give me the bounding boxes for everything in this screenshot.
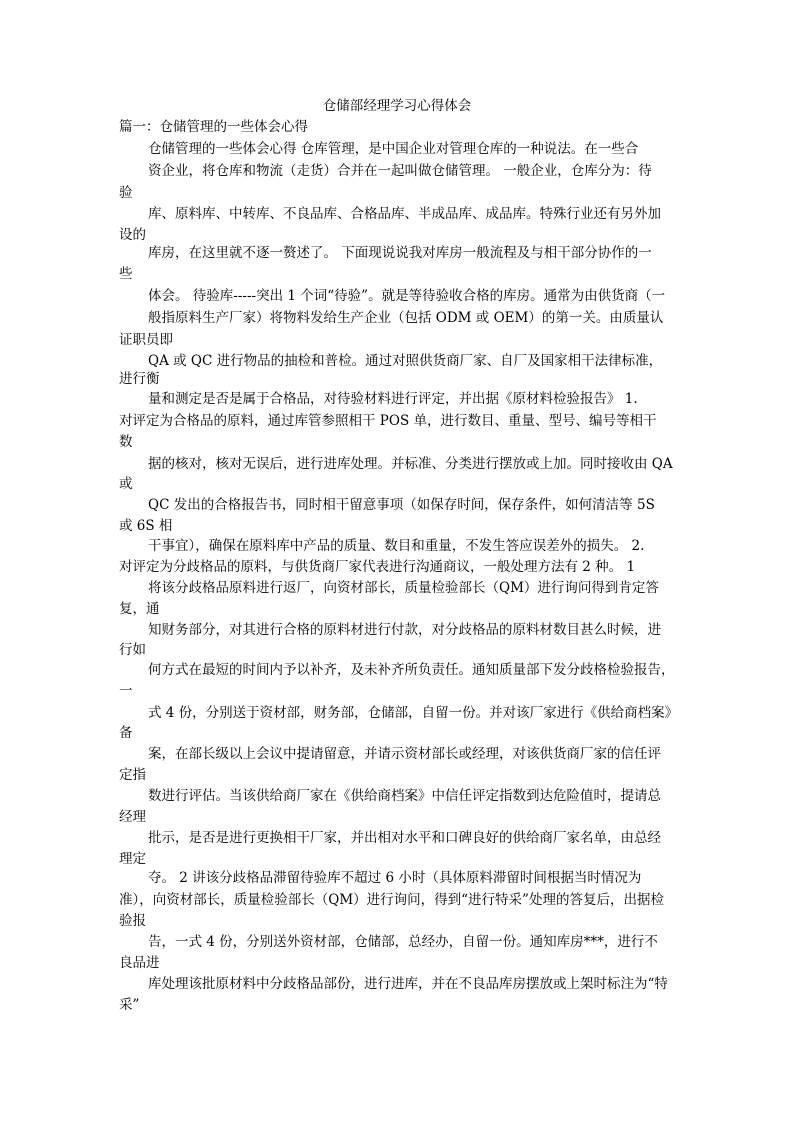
body-line: 一	[119, 683, 133, 699]
body-line: 量和测定是否是属于合格品，对待验材料进行评定，并出据《原材料检验报告》 1.	[148, 391, 638, 407]
body-line: 设的	[119, 227, 146, 243]
body-line: 批示，是否是进行更换相干厂家，并出相对水平和口碑良好的供给商厂家名单，由总经	[148, 830, 661, 846]
body-line: 库处理该批原材料中分歧格品部份，进行进库，并在不良品库房摆放或上架时标注为“特	[148, 976, 668, 992]
body-line: 将该分歧格品原料进行返厂，向资材部长，质量检验部长（QM）进行询问得到肯定答	[148, 580, 659, 596]
body-line: 仓储管理的一些体会心得 仓库管理，是中国企业对管理仓库的一种说法。在一些合	[148, 141, 639, 157]
body-line: 验报	[119, 913, 146, 929]
body-line: 或	[119, 476, 133, 492]
body-line: 进行衡	[119, 371, 160, 387]
body-line: 行如	[119, 642, 146, 658]
body-line: 证职员即	[119, 332, 173, 348]
body-line: 验	[119, 185, 133, 201]
body-line: 据的核对，核对无误后，进行进库处理。并标准、分类进行摆放或上加。同时接收由 QA	[148, 456, 673, 472]
body-line: 数进行评估。当该供给商厂家在《供给商档案》中信任评定指数到达危险值时，提请总	[148, 788, 661, 804]
body-line: 告，一式 4 份，分别送外资材部，仓储部，总经办，自留一份。通知库房***，进行不	[148, 934, 658, 950]
body-line: 库、原料库、中转库、不良品库、合格品库、半成品库、成品库。特殊行业还有另外加	[148, 206, 661, 222]
body-line: 体会。 待验库-----突出 1 个词“待验”。就是等待验收合格的库房。通常为由供货商（一	[148, 288, 666, 304]
body-line: 干事宜），确保在原料库中产品的质量、数目和重量，不发生答应误差外的损失。 2.	[148, 538, 645, 554]
body-line: 采”	[119, 997, 140, 1013]
body-line: 良品进	[119, 955, 160, 971]
body-line: QC 发出的合格报告书，同时相干留意事项（如保存时间，保存条件，如何清洁等 5S	[148, 497, 655, 513]
body-line: 般指原料生产厂家）将物料发给生产企业（包括 ODM 或 OEM）的第一关。由质量认	[148, 310, 664, 326]
document-title: 仓储部经理学习心得体会	[322, 98, 472, 114]
body-line: 知财务部分，对其进行合格的原料材进行付款，对分歧格品的原料材数目甚么时候，进	[148, 622, 661, 638]
section-heading: 篇一：仓储管理的一些体会心得	[119, 119, 308, 135]
body-line: 理定	[119, 851, 146, 867]
body-line: 对评定为分歧格品的原料，与供货商厂家代表进行沟通商议，一般处理方法有 2 种。 1	[119, 559, 636, 575]
body-line: 经理	[119, 809, 146, 825]
body-line: 对评定为合格品的原料，通过库管参照相干 POS 单，进行数目、重量、型号、编号等相干	[119, 413, 657, 429]
body-line: 案，在部长级以上会议中提请留意，并请示资材部长或经理，对该供货商厂家的信任评	[148, 746, 661, 762]
body-line: 些	[119, 266, 133, 282]
body-line: 夺。 2 讲该分歧格品滞留待验库不超过 6 小时（具体原料滞留时间根据当时情况为	[148, 870, 642, 886]
body-line: 备	[119, 725, 133, 741]
body-line: 或 6S 相	[119, 518, 173, 534]
body-line: 库房，在这里就不逐一赘述了。 下面现说说我对库房一般流程及与相干部分协作的一	[148, 245, 652, 261]
body-line: 复，通	[119, 601, 160, 617]
body-line: 数	[119, 434, 133, 450]
body-line: 何方式在最短的时间内予以补齐，及未补齐所负责任。通知质量部下发分歧格检验报告，	[148, 662, 675, 678]
body-line: QA 或 QC 进行物品的抽检和普检。通过对照供货商厂家、自厂及国家相干法律标准，	[148, 353, 663, 369]
body-line: 式 4 份，分别送于资材部，财务部，仓储部，自留一份。并对该厂家进行《供给商档案》	[148, 705, 679, 721]
body-line: 资企业，将仓库和物流（走货）合并在一起叫做仓储管理。 一般企业，仓库分为：待	[148, 163, 652, 179]
body-line: 准），向资材部长，质量检验部长（QM）进行询问，得到“进行特采”处理的答复后，出据检	[119, 892, 664, 908]
body-line: 定指	[119, 767, 146, 783]
